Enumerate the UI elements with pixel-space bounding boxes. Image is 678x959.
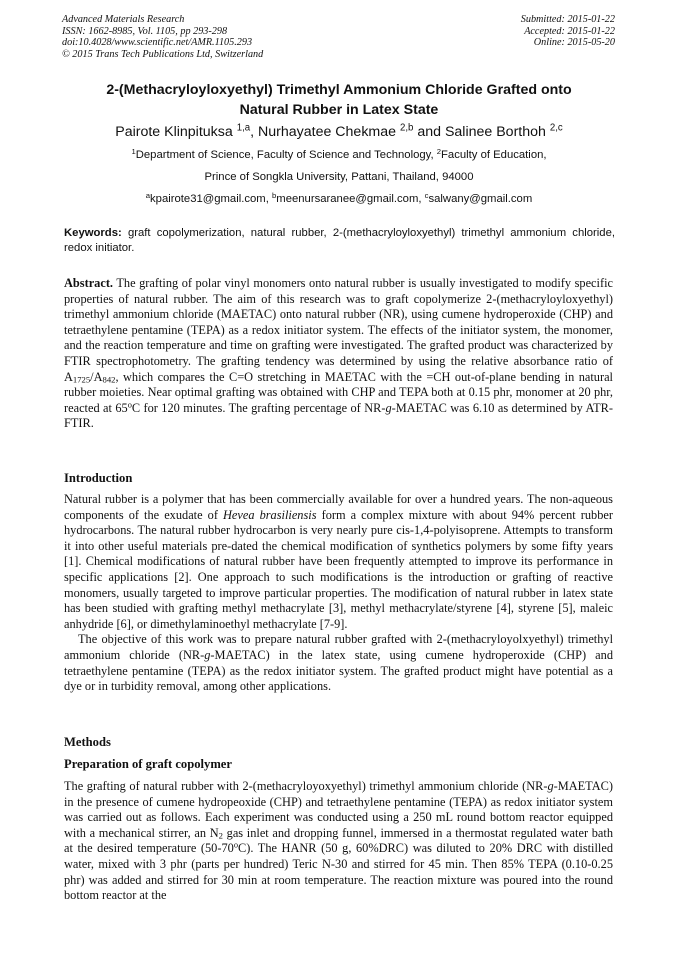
journal-info [62, 14, 263, 60]
methods-p1-g: g [547, 779, 554, 793]
author-emails [40, 192, 638, 207]
intro-p2-g: g [204, 647, 211, 662]
online-date: Online: 2015-05-20 [533, 37, 615, 48]
abstract-text-1: The grafting of polar vinyl monomers onto natural rubber is usually investigated to modify specific properties of natural rubber. The aim of this research was to graft copolymerize 2-(methacryloyloxyethyl) trimethyl ammonium chloride (MAETAC) onto natural rubber (NR), using cumene hydroperoxide (CHP) and tetraethylene pentamine (TEPA) as a redox initiator system. The effects of the initiator system, the monomer, and the reaction temperature and time on grafting were investigated. The grafted product was characterized by FTIR spectrophotometry. The grafting tendency was determined by using the relative absorbance ratio of A [64, 276, 613, 384]
abstract-text-4: -MAETAC was 6.10 as determined by ATR-FTIR. [64, 400, 613, 431]
accepted-date: Accepted: 2015-01-22 [524, 25, 615, 37]
submitted-date: Submitted: 2015-01-22 [520, 14, 615, 25]
methods-degree: o [233, 840, 238, 850]
abstract-text-2: , which compares the C=O stretching in MAETAC with the =CH out-of-plane bending in natural rubber moieties. Near optimal grafting was obtained with CHP and TEPA both at 0.15 phr, monomer at 20 phr, reacted at 65 [64, 369, 613, 415]
abstract-slash: /A [90, 369, 103, 384]
affil-1-marker: 1 [131, 146, 136, 156]
abstract [64, 276, 613, 432]
methods-p1-a: The grafting of natural rubber with 2-(methacryloyoxyethyl) trimethyl ammonium chloride (NR- [64, 779, 548, 793]
email-b-marker: b [272, 190, 277, 200]
abstract-sub-842: 842 [102, 374, 116, 385]
methods-heading: Methods [64, 735, 111, 749]
publication-dates [521, 14, 615, 49]
paper-title [40, 80, 638, 120]
methods-n2-sub: 2 [218, 830, 223, 841]
abstract-label: Abstract. [64, 276, 114, 290]
journal-name: Advanced Materials Research [62, 14, 185, 25]
intro-species: Hevea brasiliensis [223, 507, 317, 522]
affil-2-marker: 2 [436, 146, 442, 156]
intro-p2-b: -MAETAC) in the latex state, using cumene hydroperoxide (CHP) and tetraethylene pentamine (TEPA) as the redox initiator system. The grafted product might have potential as a dye or in turbidity removal, among other applications. [64, 647, 613, 694]
introduction-paragraph-2 [64, 632, 613, 694]
intro-p1-a: Natural rubber is a polymer that has been commercially available for over a hundred years. The non-aqueous components of the exudate of [64, 492, 613, 522]
abstract-g: g [385, 400, 392, 415]
author-3-affil: 2,c [549, 122, 563, 134]
title-line-2: Natural Rubber in Latex State [239, 102, 439, 118]
methods-paragraph-1 [64, 779, 613, 904]
affiliation-university: Prince of Songkla University, Pattani, Thailand, 94000 [204, 171, 474, 183]
abstract-sub-1725: 1725 [72, 374, 91, 385]
keywords-label: Keywords: [64, 227, 122, 239]
affil-2: Faculty of Education, [441, 149, 547, 161]
email-c[interactable]: salwany@gmail.com [428, 193, 533, 205]
affiliation-departments [40, 148, 638, 163]
email-a-marker: a [145, 190, 151, 200]
affil-1: Department of Science, Faculty of Science and Technology, [135, 149, 434, 161]
title-line-1: 2-(Methacryloyloxyethyl) Trimethyl Ammonium Chloride Grafted onto [106, 82, 572, 98]
methods-p1-b: -MAETAC) in the presence of cumene hydropeoxide (CHP) and tetraethylene pentamine (TEPA) as redox initiator system was carried out as follows. Each experiment was conducted using a 250 mL round bottom reactor equipped with a mechanical stirrer, an N [64, 779, 613, 840]
introduction-paragraph-1 [64, 492, 613, 632]
abstract-degree: o [127, 400, 132, 410]
author-2-affil: 2,b [399, 122, 414, 134]
author-list: Pairote Klinpituksa $^{1,a}$, Nurhayatee Chekmae $^{2,b}$ and Salinee Borthoh $^{2,c}$ [115, 122, 563, 140]
email-a[interactable]: kpairote31@gmail.com, [150, 193, 269, 205]
keywords [64, 226, 615, 256]
intro-p2-a: The objective of this work was to prepare natural rubber grafted with 2-(methacryloyolxyethyl) trimethyl ammonium chloride (NR- [64, 632, 613, 662]
doi[interactable]: doi:10.4028/www.scientific.net/AMR.1105.293 [62, 37, 253, 48]
copyright: © 2015 Trans Tech Publications Ltd, Switzerland [62, 48, 264, 60]
introduction-heading: Introduction [64, 471, 133, 485]
author-conjunction: and [417, 124, 441, 140]
author-1-affil: 1,a [236, 122, 251, 134]
author-1: Pairote Klinpituksa [115, 124, 233, 140]
methods-body [64, 779, 613, 904]
abstract-text-3: C for 120 minutes. The grafting percentage of NR- [131, 400, 386, 415]
introduction-body [64, 492, 613, 695]
email-c-marker: c [424, 190, 429, 200]
methods-p1-d: C). The HANR (50 g, 60%DRC) was diluted to 20% DRC with distilled water, mixed with 3 phr (parts per hundred) Teric N-30 and stirred for 45 min. Then 85% TEPA (0.10-0.25 phr) was added and stirred for 30 min at room temperature. The reaction mixture was poured into the round bottom reactor at the [64, 841, 613, 903]
methods-subheading: Preparation of graft copolymer [64, 757, 232, 771]
keywords-text: graft copolymerization, natural rubber, 2-(methacryloyloxyethyl) trimethyl ammonium chloride, redox initiator. [64, 227, 615, 254]
author-2: Nurhayatee Chekmae [258, 124, 397, 140]
methods-p1-c: gas inlet and dropping funnel, immersed in a thermostat regulated water bath at the desired temperature (50-70 [64, 825, 613, 856]
intro-p1-b: form a complex mixture with about 94% percent rubber hydrocarbons. The natural rubber hydrocarbon is very nearly pure cis-1,4-polyisoprene. Attempts to transform it into other useful materials pre-dated the chemical modification of synthetics polymers by some fifty years [1]. Chemical modifications of natural rubber have been frequently attempted to improve its performance in specific applications [2]. One approach to such modifications is the introduction or grafting of reactive monomers, usually targeted to improve particular properties. The modification of natural rubber in latex state has been studied with grafting methyl methacrylate [3], methyl methacrylate/styrene [4], styrene [5], maleic anhydride [6], or dimethylaminoethyl methacrylate [7-9]. [64, 507, 613, 631]
issn: ISSN: 1662-8985, Vol. 1105, pp 293-298 [62, 25, 228, 37]
email-b[interactable]: meenursaranee@gmail.com, [276, 193, 422, 205]
author-3: Salinee Borthoh [444, 124, 546, 140]
